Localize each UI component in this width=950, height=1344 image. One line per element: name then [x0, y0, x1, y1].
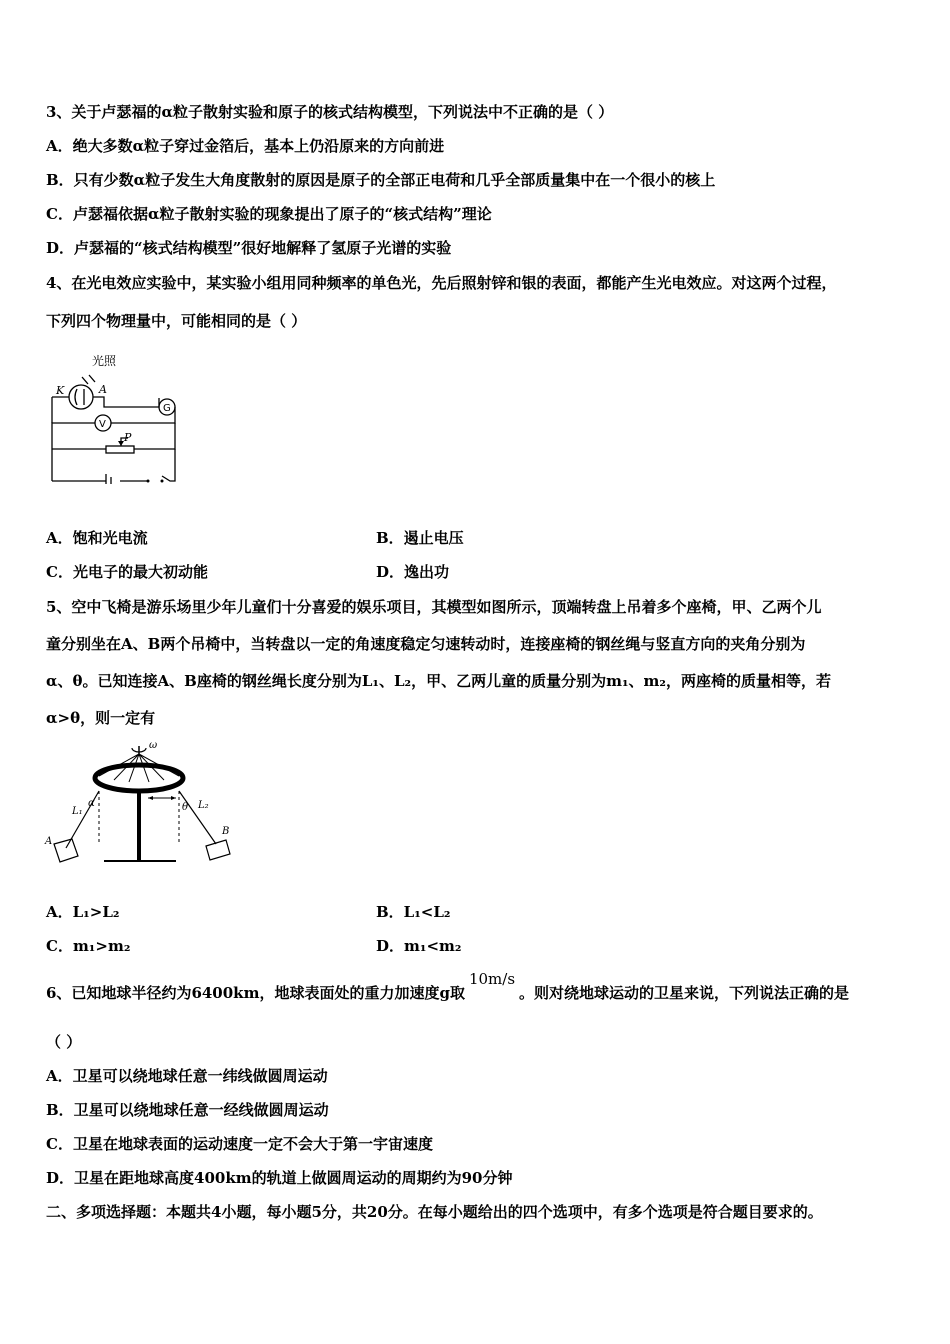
flying-chair-diagram: [44, 736, 244, 870]
q3-option-b: B．只有少数α粒子发生大角度散射的原因是原子的全部正电荷和几乎全部质量集中在一个很小的核上: [46, 171, 716, 189]
q4-option-d: D．逸出功: [376, 563, 450, 581]
q3-option-d: D．卢瑟福的“核式结构模型”很好地解释了氢原子光谱的实验: [46, 239, 452, 257]
light-label: 光照: [92, 354, 117, 368]
q5-stem-line1: 5、空中飞椅是游乐场里少年儿童们十分喜爱的娱乐项目，其模型如图所示，顶端转盘上吊着多个座椅，甲、乙两个儿: [46, 598, 822, 616]
seat-b: [206, 840, 230, 860]
g-value: 10m/s: [468, 970, 516, 988]
q6-paren: （ ）: [46, 1033, 82, 1051]
label-p: P: [124, 431, 132, 444]
q6-stem-part2: 。则对绕地球运动的卫星来说，下列说法正确的是: [519, 984, 850, 1002]
omega-label: ω: [149, 740, 158, 751]
q5-stem-line2: 童分别坐在A、B两个吊椅中，当转盘以一定的角速度稳定匀速转动时，连接座椅的钢丝绳与竖直方向的夹角分别为: [46, 635, 806, 653]
q6-stem-line1: [46, 970, 850, 1002]
q5-option-d: D．m₁<m₂: [376, 937, 462, 955]
q4-option-a: A．饱和光电流: [46, 529, 148, 547]
turntable-ring: [95, 765, 183, 791]
cathode-k: [75, 389, 77, 405]
q6-option-d: D．卫星在距地球高度400km的轨道上做圆周运动的周期约为90分钟: [46, 1169, 513, 1187]
a-label: A: [45, 836, 53, 847]
l1-label: L₁: [72, 806, 83, 817]
q6-option-a: A．卫星可以绕地球任意一纬线做圆周运动: [46, 1067, 328, 1085]
q3-option-c: C．卢瑟福依据α粒子散射实验的现象提出了原子的“核式结构”理论: [46, 205, 492, 223]
label-g: G: [163, 403, 171, 414]
rheostat: [106, 446, 134, 453]
q4-stem-line1: 4、在光电效应实验中，某实验小组用同种频率的单色光，先后照射锌和银的表面，都能产生光电效应。对这两个过程，: [46, 274, 837, 292]
q4-stem-line2: 下列四个物理量中，可能相同的是（ ）: [46, 312, 307, 330]
section2-heading: 二、多项选择题：本题共4小题，每小题5分，共20分。在每小题给出的四个选项中，有多个选项是符合题目要求的。: [46, 1203, 823, 1221]
phototube: [69, 385, 93, 409]
q4-option-c: C．光电子的最大初动能: [46, 563, 208, 581]
l2-label: L₂: [198, 800, 209, 811]
label-k: K: [56, 384, 65, 397]
seat-a: [54, 839, 78, 862]
alpha-label: α: [88, 798, 95, 809]
cable-l2: [179, 791, 216, 844]
q6-option-c: C．卫星在地球表面的运动速度一定不会大于第一宇宙速度: [46, 1135, 433, 1153]
q5-option-b: B．L₁<L₂: [376, 903, 451, 921]
label-v: V: [99, 419, 106, 430]
q3-stem: 3、关于卢瑟福的α粒子散射实验和原子的核式结构模型，下列说法中不正确的是（ ）: [46, 103, 614, 121]
theta-label: θ: [182, 802, 189, 813]
q3-option-a: A．绝大多数α粒子穿过金箔后，基本上仍沿原来的方向前进: [46, 137, 445, 155]
q6-stem-part1: 6、已知地球半径约为6400km，地球表面处的重力加速度g取: [46, 984, 465, 1002]
q5-stem-line3: α、θ。已知连接A、B座椅的钢丝绳长度分别为L₁、L₂，甲、乙两儿童的质量分别为m₁、m₂，两座椅的质量相等，若: [46, 672, 831, 690]
q4-option-b: B．遏止电压: [376, 529, 464, 547]
label-a: A: [99, 383, 107, 396]
photoelectric-circuit-diagram: [44, 350, 190, 484]
q5-stem-line4: α>θ，则一定有: [46, 709, 156, 727]
q6-option-b: B．卫星可以绕地球任意一经线做圆周运动: [46, 1101, 329, 1119]
q5-option-a: A．L₁>L₂: [46, 903, 120, 921]
b-label: B: [222, 826, 230, 837]
q5-option-c: C．m₁>m₂: [46, 937, 131, 955]
